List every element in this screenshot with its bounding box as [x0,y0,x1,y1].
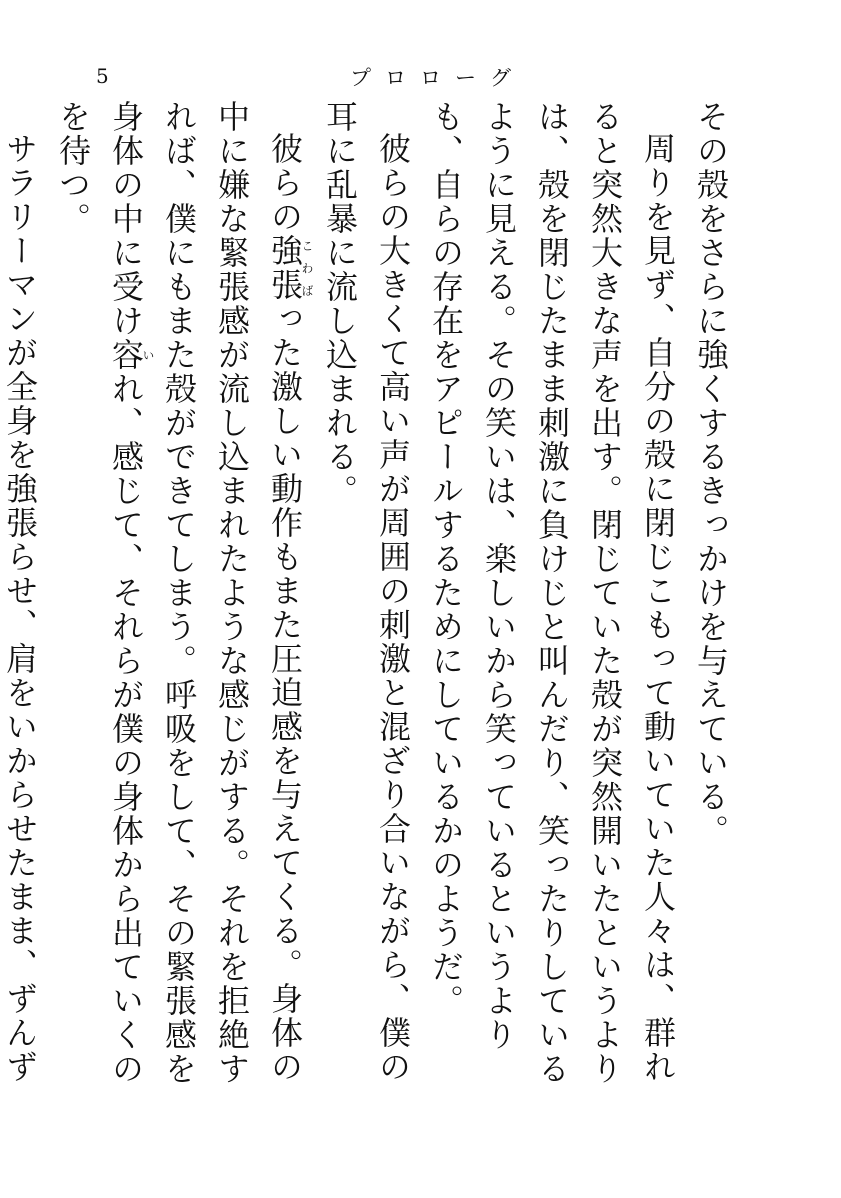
paragraph: 周りを見ず、自分の殻に閉じこもって動いていた人々は、群れると突然大きな声を出す。閉じていた殻が突然開いたというよりは、殻を閉じたまま刺激に負けじと叫んだり、笑ったりしているように見える。その笑いは、楽しいから笑っているというよりも、自らの存在をアピールするためにしているかのようだ。 [427,100,677,1086]
text-run: れ、感じて、それらが僕の身体から出ていくのを待つ。 [54,100,145,1086]
paragraph: その殻をさらに強くするきっかけを与えている。 [692,100,730,848]
ruby-word [107,338,155,372]
paragraph [46,100,313,1110]
ruby-base: 強張 [266,234,304,302]
body-text [1,100,737,1110]
text-run: 彼らの [266,132,304,234]
ruby-word [266,234,314,302]
running-head: プロローグ [350,66,525,90]
text-run: った激しい動作もまた圧迫感を与えてくる。身体の中に嫌な緊張感が流し込まれたような感じがする。それを拒絶すれば、僕にもまた殻ができてしまう。呼吸をして、その緊張感を身体の中に受け [107,100,304,1086]
paragraph: サラリーマンが全身を強張らせ、肩をいからせたまま、ずんず [1,132,39,1084]
ruby-reading: い [141,338,155,372]
page-number: 5 [96,64,109,88]
paragraph: 彼らの大きくて高い声が周囲の刺激と混ざり合いながら、僕の耳に乱暴に流し込まれる。 [321,100,412,1084]
ruby-base: 容 [107,338,145,372]
ruby-reading: こわば [300,234,314,302]
